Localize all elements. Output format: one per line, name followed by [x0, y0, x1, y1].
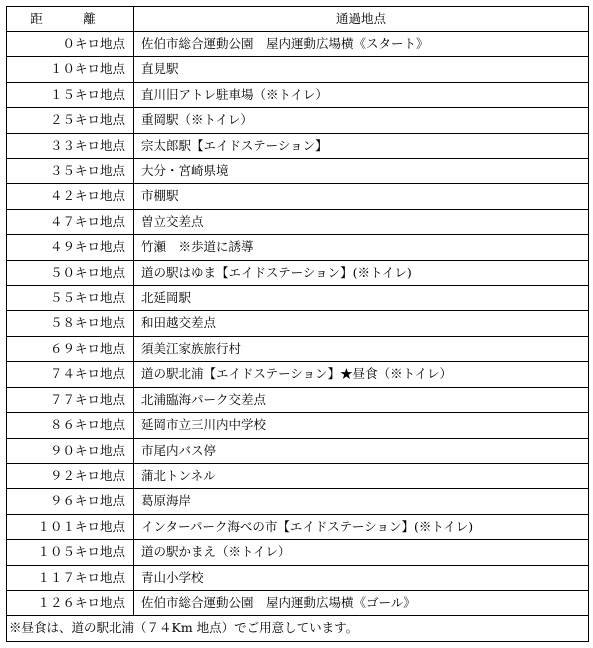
- point-cell: 佐伯市総合運動公園 屋内運動広場横《ゴール》: [134, 590, 589, 615]
- header-row: [7, 7, 589, 32]
- distance-cell: ６９キロ地点: [7, 336, 134, 361]
- table-row: [7, 565, 589, 590]
- distance-cell: １０キロ地点: [7, 57, 134, 82]
- point-cell: 延岡市立三川内中学校: [134, 413, 589, 438]
- table-row: [7, 159, 589, 184]
- point-column-header: 通過地点: [134, 7, 589, 32]
- table-row: [7, 413, 589, 438]
- point-cell: インターパーク海べの市【エイドステーション】(※トイレ): [134, 514, 589, 539]
- distance-column-header: [7, 7, 134, 32]
- distance-cell: １５キロ地点: [7, 82, 134, 107]
- table-row: [7, 387, 589, 412]
- distance-header-label: 距 離: [30, 11, 110, 26]
- distance-cell: ４２キロ地点: [7, 184, 134, 209]
- distance-cell: １１７キロ地点: [7, 565, 134, 590]
- distance-cell: ８６キロ地点: [7, 413, 134, 438]
- distance-cell: ０キロ地点: [7, 32, 134, 57]
- distance-cell: ２５キロ地点: [7, 108, 134, 133]
- table-row: [7, 590, 589, 615]
- table-row: [7, 57, 589, 82]
- table-row: [7, 108, 589, 133]
- distance-cell: ９２キロ地点: [7, 463, 134, 488]
- route-table: [6, 6, 589, 642]
- distance-cell: ９０キロ地点: [7, 438, 134, 463]
- table-row: [7, 82, 589, 107]
- point-cell: 大分・宮崎県境: [134, 159, 589, 184]
- point-cell: 須美江家族旅行村: [134, 336, 589, 361]
- point-cell: 道の駅かまえ（※トイレ）: [134, 540, 589, 565]
- point-cell: 青山小学校: [134, 565, 589, 590]
- distance-cell: ５８キロ地点: [7, 311, 134, 336]
- distance-cell: ３３キロ地点: [7, 133, 134, 158]
- distance-cell: ９６キロ地点: [7, 489, 134, 514]
- point-cell: 蒲北トンネル: [134, 463, 589, 488]
- point-cell: 北延岡駅: [134, 286, 589, 311]
- point-cell: 直見駅: [134, 57, 589, 82]
- distance-cell: ４７キロ地点: [7, 209, 134, 234]
- point-cell: 道の駅はゆま【エイドステーション】(※トイレ): [134, 260, 589, 285]
- point-cell: 重岡駅（※トイレ）: [134, 108, 589, 133]
- point-cell: 和田越交差点: [134, 311, 589, 336]
- table-row: [7, 438, 589, 463]
- table-row: [7, 540, 589, 565]
- distance-cell: １０５キロ地点: [7, 540, 134, 565]
- table-row: [7, 260, 589, 285]
- point-cell: 曽立交差点: [134, 209, 589, 234]
- route-table-body: [7, 32, 589, 616]
- point-cell: 竹瀬 ※歩道に誘導: [134, 235, 589, 260]
- table-row: [7, 362, 589, 387]
- distance-cell: ７４キロ地点: [7, 362, 134, 387]
- distance-cell: ５０キロ地点: [7, 260, 134, 285]
- distance-cell: １２６キロ地点: [7, 590, 134, 615]
- table-row: [7, 209, 589, 234]
- point-cell: 北浦臨海パーク交差点: [134, 387, 589, 412]
- table-row: [7, 311, 589, 336]
- distance-cell: ７７キロ地点: [7, 387, 134, 412]
- table-row: [7, 336, 589, 361]
- point-cell: 葛原海岸: [134, 489, 589, 514]
- distance-cell: ４９キロ地点: [7, 235, 134, 260]
- point-cell: 宗太郎駅【エイドステーション】: [134, 133, 589, 158]
- distance-cell: １０１キロ地点: [7, 514, 134, 539]
- point-cell: 直川旧アトレ駐車場（※トイレ）: [134, 82, 589, 107]
- table-row: [7, 489, 589, 514]
- distance-cell: ３５キロ地点: [7, 159, 134, 184]
- table-row: [7, 235, 589, 260]
- table-row: [7, 133, 589, 158]
- table-row: [7, 286, 589, 311]
- table-row: [7, 32, 589, 57]
- lunch-footnote: ※昼食は、道の駅北浦（７４Km 地点）でご用意しています。: [7, 616, 589, 641]
- table-row: [7, 184, 589, 209]
- point-cell: 市棚駅: [134, 184, 589, 209]
- point-cell: 市尾内バス停: [134, 438, 589, 463]
- footnote-row: [7, 616, 589, 641]
- table-row: [7, 514, 589, 539]
- table-row: [7, 463, 589, 488]
- point-cell: 佐伯市総合運動公園 屋内運動広場横《スタート》: [134, 32, 589, 57]
- point-cell: 道の駅北浦【エイドステーション】★昼食（※トイレ）: [134, 362, 589, 387]
- distance-cell: ５５キロ地点: [7, 286, 134, 311]
